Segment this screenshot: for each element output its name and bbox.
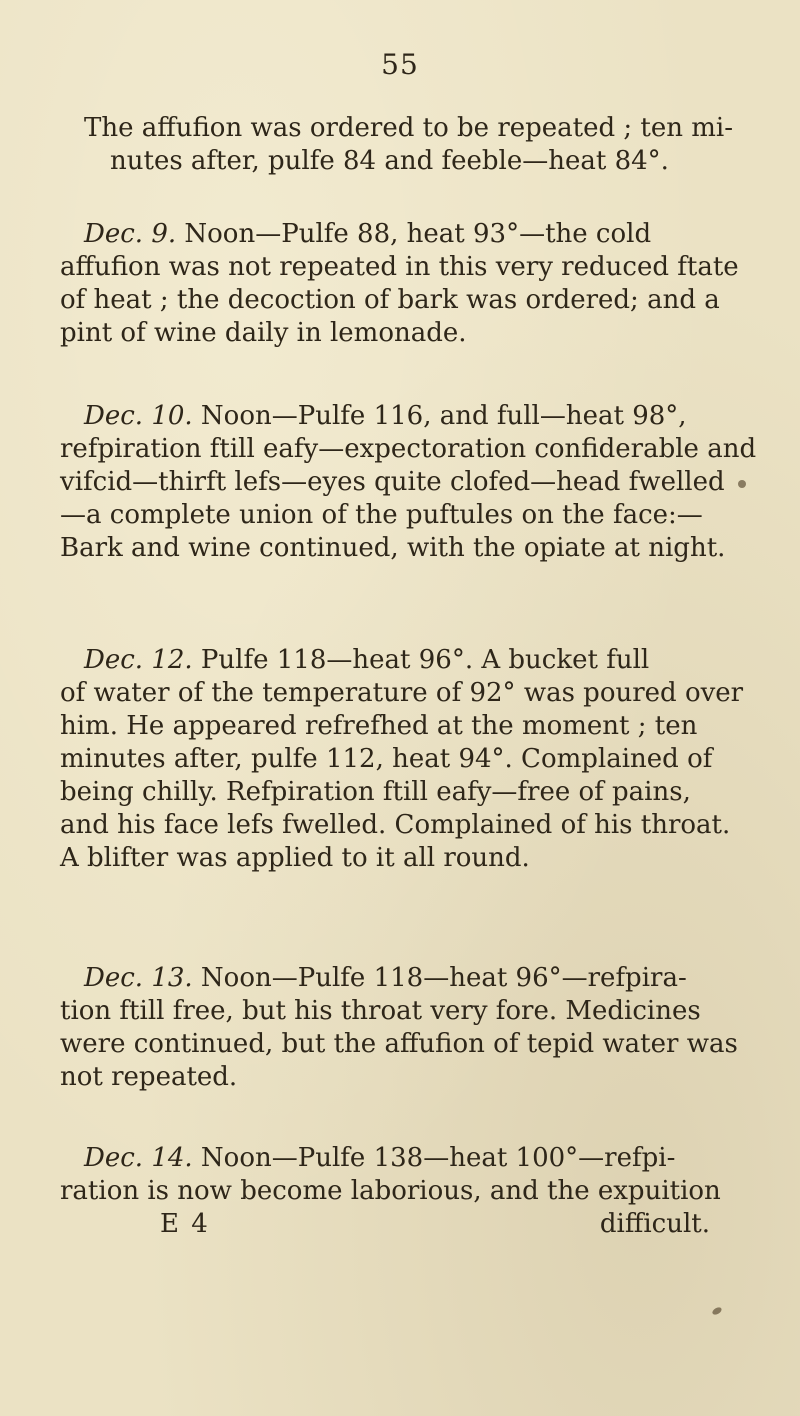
text-line: refpiration ftill eafy—expectoration confiderable and	[60, 434, 757, 464]
text-line: were continued, but the affufion of tepid water was	[60, 1029, 738, 1059]
entry-date: Dec. 12.	[84, 645, 193, 675]
ink-speck	[738, 480, 746, 488]
text-line: Noon—Pulfe 88, heat 93°—the cold	[176, 219, 652, 249]
text-line: nutes after, pulfe 84 and feeble—heat 84°.	[110, 146, 669, 176]
text-line: being chilly. Refpiration ftill eafy—free of pains,	[60, 777, 691, 807]
text-line: tion ftill free, but his throat very fore. Medicines	[60, 996, 701, 1026]
text-line: pint of wine daily in lemonade.	[60, 318, 467, 348]
text-line: and his face lefs fwelled. Complained of his throat.	[60, 810, 731, 840]
entry-date: Dec. 9.	[84, 219, 177, 249]
text-line: ration is now become laborious, and the expuition	[60, 1176, 721, 1206]
paragraph-dec-12	[60, 644, 750, 915]
text-line: affufion was not repeated in this very reduced ftate	[60, 252, 739, 282]
paragraph-1	[60, 112, 750, 218]
text-line: Noon—Pulfe 116, and full—heat 98°,	[192, 401, 687, 431]
text-line: —a complete union of the puftules on the face:—	[60, 500, 703, 530]
text-line: of water of the temperature of 92° was poured over	[60, 678, 744, 708]
text-line: Pulfe 118—heat 96°. A bucket full	[192, 645, 650, 675]
entry-date: Dec. 13.	[84, 963, 193, 993]
ink-speck	[711, 1306, 723, 1316]
page-number: 55	[381, 48, 419, 81]
text-line: minutes after, pulfe 112, heat 94°. Complained of	[60, 744, 713, 774]
text-line: him. He appeared refrefhed at the moment ; ten	[60, 711, 698, 741]
text-line: The affufion was ordered to be repeated ; ten mi-	[84, 113, 734, 143]
text-line: not repeated.	[60, 1062, 238, 1092]
text-line: of heat ; the decoction of bark was ordered; and a	[60, 285, 720, 315]
paragraph-dec-13	[60, 962, 750, 1134]
catchword: difficult.	[599, 1209, 710, 1239]
text-line: Noon—Pulfe 138—heat 100°—refpi-	[192, 1143, 676, 1173]
paragraph-dec-10	[60, 400, 757, 605]
text-line: Noon—Pulfe 118—heat 96°—refpira-	[192, 963, 687, 993]
text-line: A blifter was applied to it all round.	[60, 843, 530, 873]
paragraph-dec-9	[60, 218, 750, 390]
entry-date: Dec. 14.	[84, 1143, 193, 1173]
entry-date: Dec. 10.	[84, 401, 193, 431]
page-footer	[60, 1208, 750, 1241]
paragraph-dec-14	[60, 1142, 750, 1241]
text-line: vifcid—thirft lefs—eyes quite clofed—head fwelled	[60, 467, 725, 497]
signature-mark: E 4	[160, 1209, 210, 1239]
text-line: Bark and wine continued, with the opiate at night.	[60, 533, 726, 563]
